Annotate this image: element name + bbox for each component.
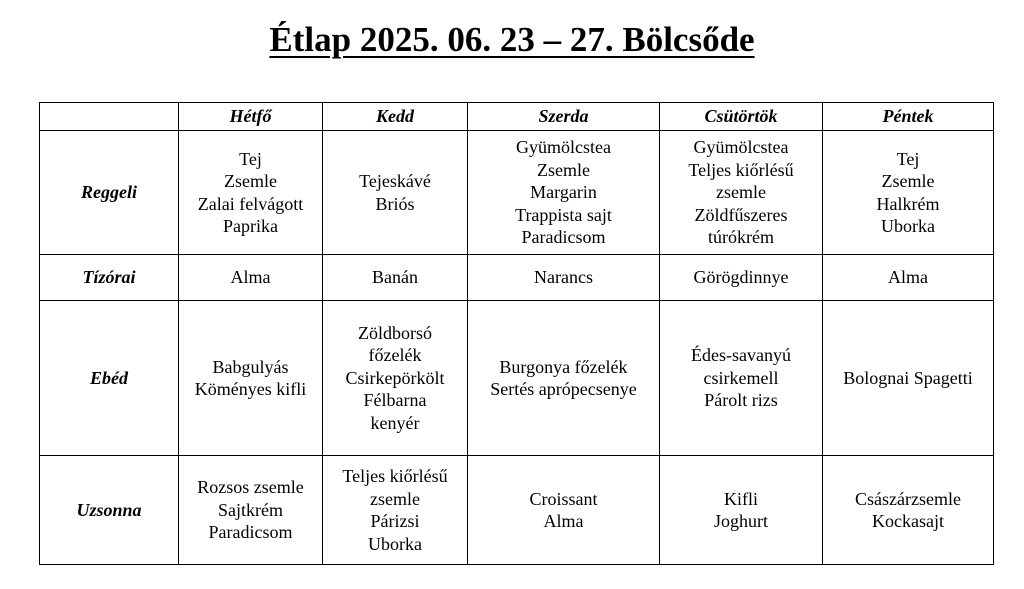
- menu-table: [39, 102, 994, 565]
- day-header-csutortok: Csütörtök: [660, 103, 823, 131]
- menu-item: Párizsi: [370, 511, 420, 531]
- menu-item: Tejeskávé: [359, 171, 431, 191]
- menu-item: Édes-savanyú: [691, 345, 791, 366]
- menu-cell: [179, 301, 323, 456]
- menu-item: Gyümölcstea: [693, 137, 789, 158]
- meal-label: Ebéd: [40, 301, 179, 456]
- menu-item: Sertés aprópecsenye: [490, 379, 637, 399]
- menu-cell: [323, 456, 468, 565]
- menu-item: Kifli: [724, 488, 758, 509]
- menu-item: Tej: [896, 148, 920, 169]
- menu-item: Zöldfűszeres: [694, 204, 788, 225]
- menu-item: Paradicsom: [521, 227, 606, 248]
- day-header-szerda: Szerda: [468, 103, 660, 131]
- menu-item: Teljes kiőrlésű: [342, 466, 448, 486]
- menu-cell: [823, 301, 994, 456]
- menu-item: Halkrém: [876, 193, 940, 214]
- menu-item: Kockasajt: [872, 511, 944, 531]
- meal-label: Reggeli: [40, 131, 179, 255]
- menu-item: Gyümölcstea: [516, 137, 611, 158]
- menu-item: Sajtkrém: [218, 499, 283, 520]
- menu-item: Paprika: [223, 216, 278, 236]
- menu-cell: [468, 456, 660, 565]
- menu-item: Trappista sajt: [515, 204, 612, 225]
- menu-item: Zsemle: [224, 171, 277, 191]
- menu-cell: [823, 255, 994, 301]
- corner-cell: [40, 103, 179, 131]
- menu-item: Paradicsom: [208, 522, 293, 543]
- menu-cell: [660, 456, 823, 565]
- menu-item: főzelék: [368, 345, 422, 366]
- menu-cell: [660, 131, 823, 255]
- meal-row-tizorai: [40, 255, 994, 301]
- menu-item: Alma: [543, 511, 584, 531]
- menu-cell: [468, 131, 660, 255]
- menu-item: Narancs: [534, 267, 593, 288]
- menu-cell: [323, 301, 468, 456]
- menu-item: Banán: [372, 267, 418, 288]
- menu-item: Zsemle: [881, 171, 935, 191]
- page-title: [0, 18, 1024, 62]
- menu-item: Alma: [888, 267, 928, 288]
- menu-item: Félbarna: [363, 390, 427, 411]
- meal-label: Tízórai: [40, 255, 179, 301]
- menu-item: Uborka: [368, 533, 422, 554]
- menu-cell: [660, 255, 823, 301]
- menu-item: Zalai felvágott: [197, 193, 304, 214]
- menu-cell: [179, 456, 323, 565]
- menu-item: Uborka: [881, 216, 935, 236]
- menu-item: Joghurt: [714, 511, 768, 531]
- menu-cell: [179, 131, 323, 255]
- menu-item: Alma: [230, 267, 271, 288]
- day-header-kedd: Kedd: [323, 103, 468, 131]
- header-row: [40, 103, 994, 131]
- menu-item: zsemle: [370, 488, 420, 509]
- meal-row-uzsonna: [40, 456, 994, 565]
- menu-item: Teljes kiőrlésű: [688, 159, 794, 180]
- day-header-pentek: Péntek: [823, 103, 994, 131]
- menu-cell: [468, 255, 660, 301]
- menu-cell: [823, 131, 994, 255]
- menu-cell: [468, 301, 660, 456]
- menu-item: Zsemle: [537, 159, 590, 180]
- menu-item: csirkemell: [703, 367, 779, 388]
- menu-item: Csirkepörkölt: [345, 367, 445, 388]
- menu-cell: [323, 131, 468, 255]
- menu-item: zsemle: [716, 182, 766, 203]
- page-title-text: Étlap 2025. 06. 23 – 27. Bölcsőde: [269, 20, 755, 59]
- menu-cell: [823, 456, 994, 565]
- menu-item: Párolt rizs: [704, 390, 778, 411]
- menu-cell: [179, 255, 323, 301]
- menu-item: Bolognai Spagetti: [843, 367, 973, 388]
- menu-item: Rozsos zsemle: [197, 477, 304, 498]
- menu-item: Croissant: [529, 488, 598, 509]
- menu-item: Babgulyás: [212, 356, 289, 377]
- meal-row-ebed: [40, 301, 994, 456]
- menu-cell: [660, 301, 823, 456]
- menu-cell: [323, 255, 468, 301]
- day-header-hetfo: Hétfő: [179, 103, 323, 131]
- menu-item: túrókrém: [708, 227, 774, 248]
- menu-item: Zöldborsó: [358, 322, 432, 343]
- meal-label: Uzsonna: [40, 456, 179, 565]
- menu-item: Burgonya főzelék: [499, 356, 628, 377]
- menu-item: Briós: [375, 193, 415, 214]
- menu-item: Görögdinnye: [693, 267, 789, 288]
- menu-item: Császárzsemle: [855, 488, 961, 509]
- menu-item: Tej: [239, 148, 262, 169]
- menu-item: Margarin: [530, 182, 597, 203]
- menu-item: kenyér: [370, 412, 420, 433]
- meal-row-reggeli: [40, 131, 994, 255]
- menu-item: Köményes kifli: [194, 379, 307, 399]
